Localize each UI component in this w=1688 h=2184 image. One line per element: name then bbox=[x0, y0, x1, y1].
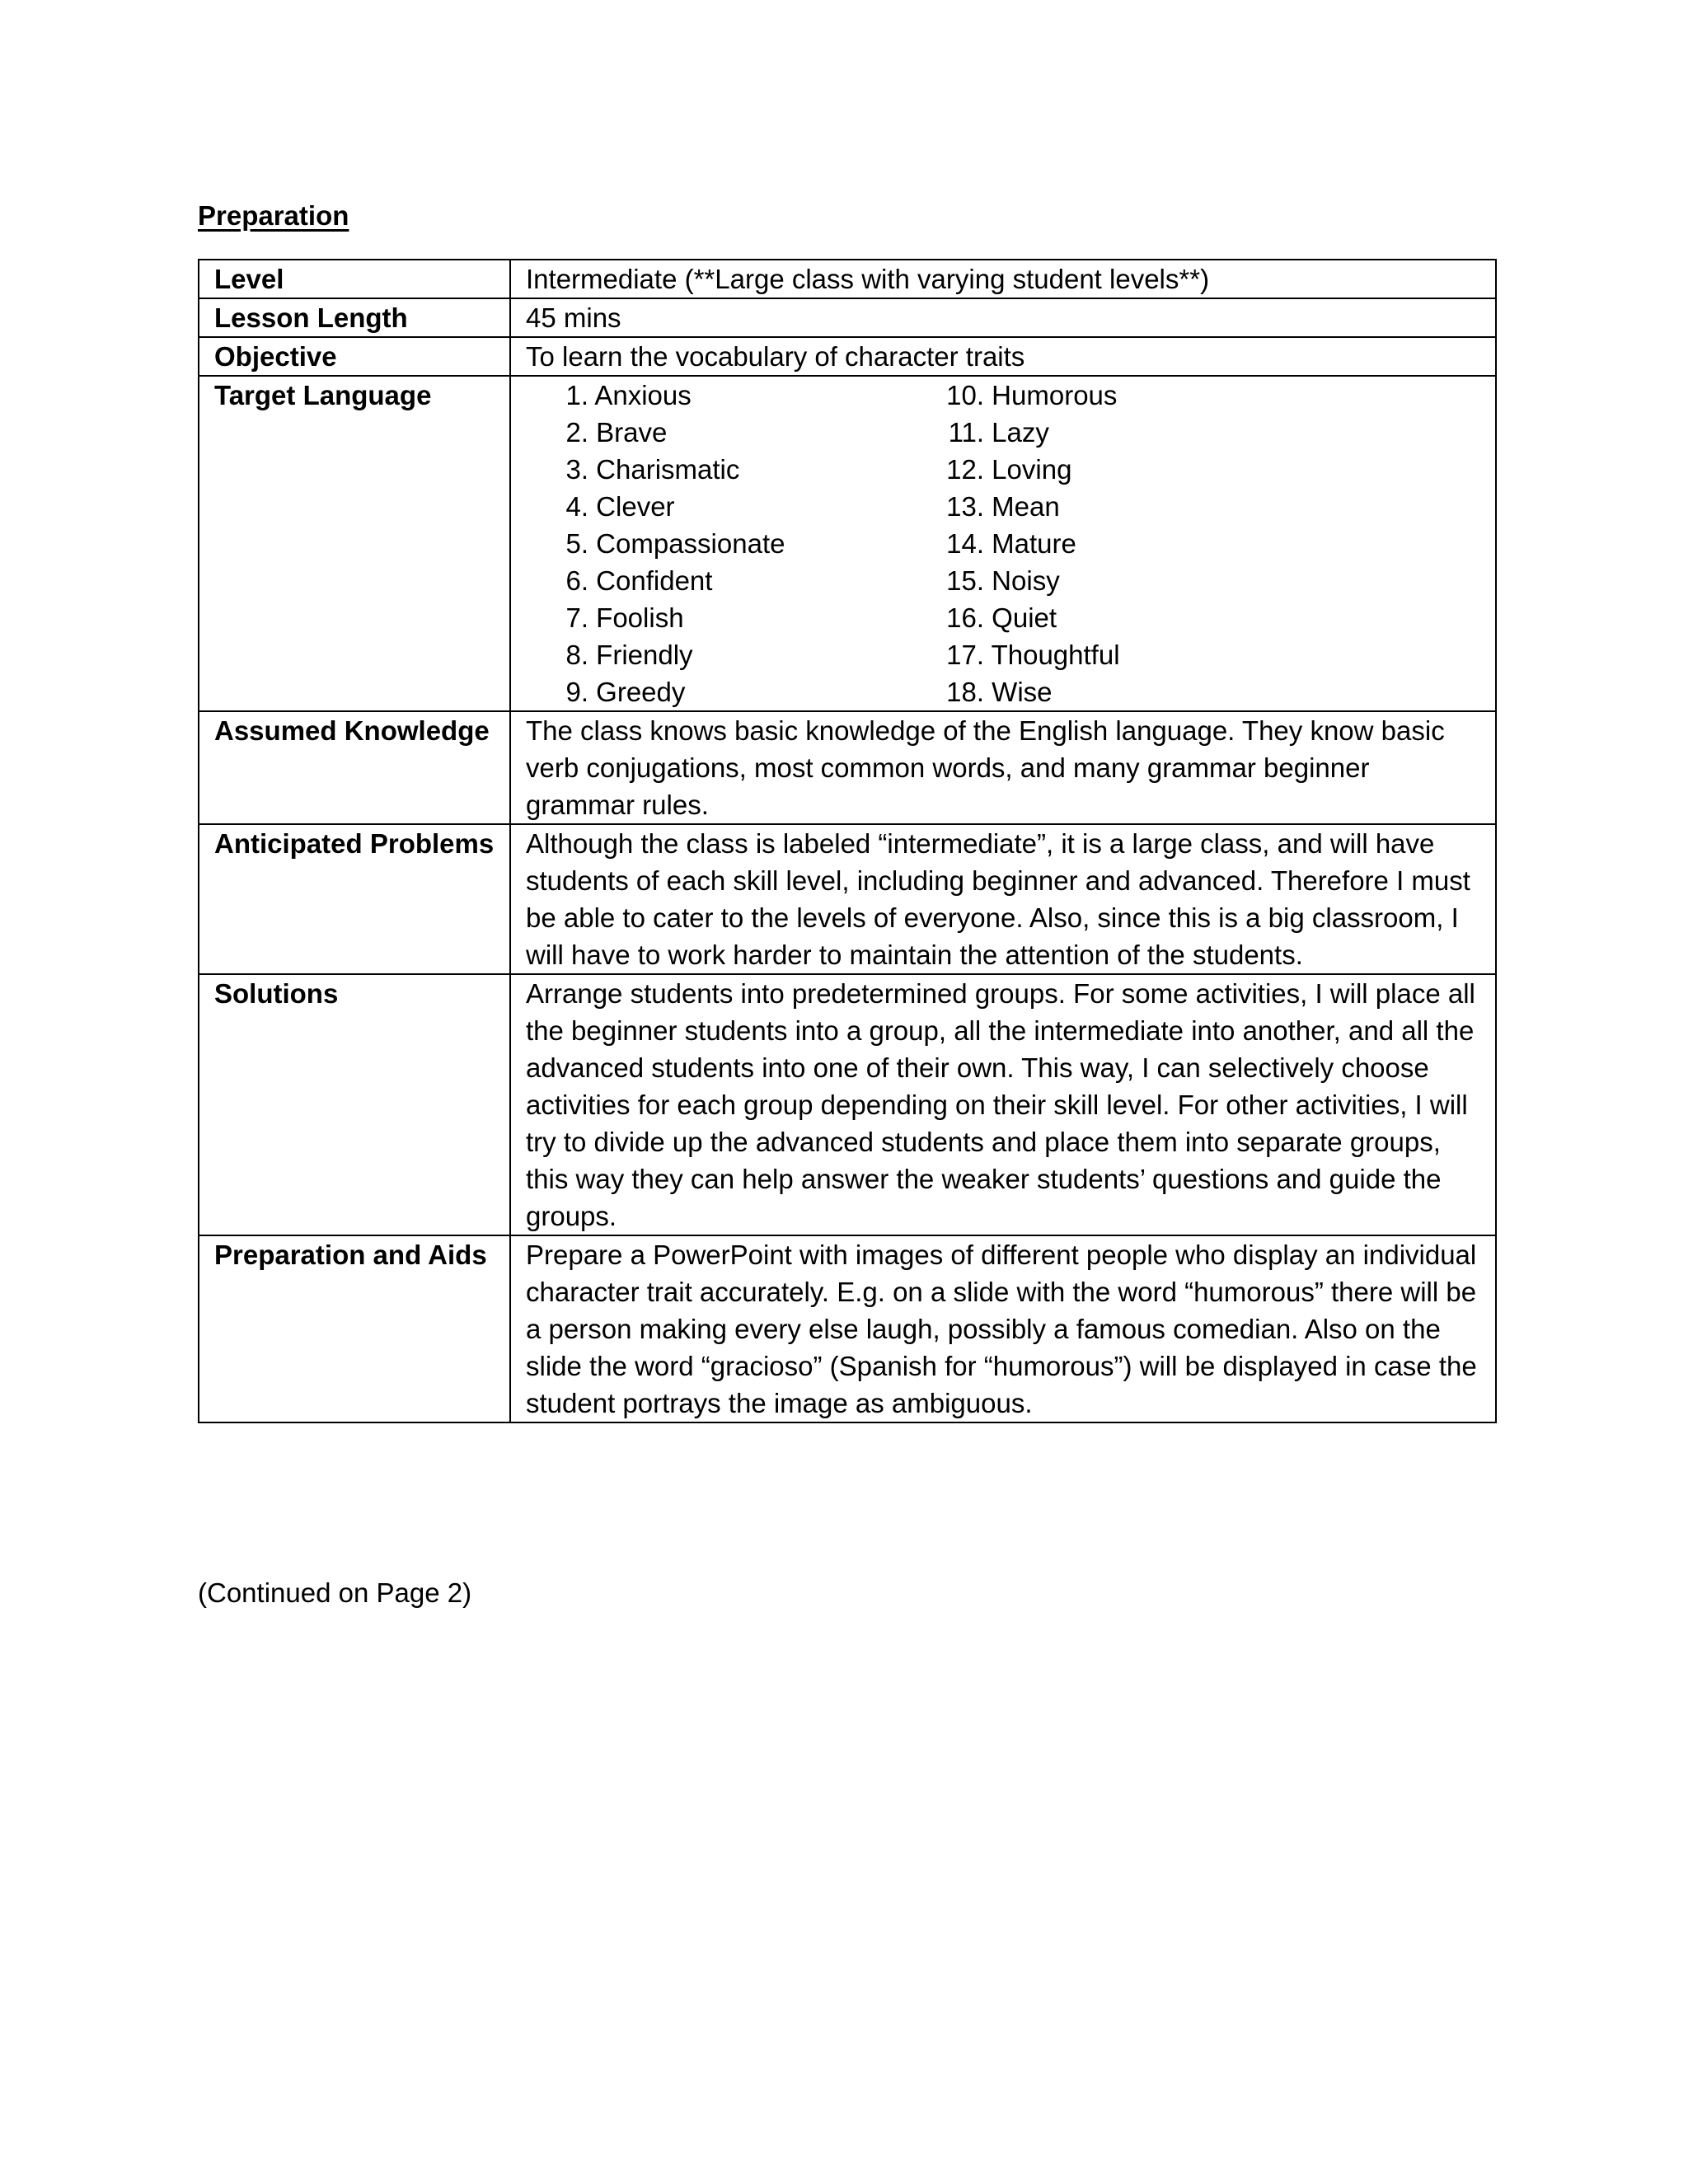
list-item: 13. Mean bbox=[946, 491, 1060, 522]
row-label-anticipated-problems: Anticipated Problems bbox=[199, 824, 510, 974]
list-item: 12. Loving bbox=[946, 454, 1072, 485]
row-label-target-language: Target Language bbox=[199, 376, 510, 711]
table-row bbox=[199, 824, 1496, 974]
table-row bbox=[199, 260, 1496, 298]
list-item: 9. Greedy bbox=[565, 677, 686, 707]
list-item: 7. Foolish bbox=[565, 602, 684, 633]
table-row bbox=[199, 1235, 1496, 1422]
vocab-list-left bbox=[560, 377, 941, 710]
vocab-list-right bbox=[941, 377, 1120, 710]
row-label-solutions: Solutions bbox=[199, 974, 510, 1235]
list-item: 5. Compassionate bbox=[565, 528, 785, 559]
table-row bbox=[199, 711, 1496, 824]
list-item: 10. Humorous bbox=[946, 380, 1118, 410]
list-item: 17. Thoughtful bbox=[946, 640, 1120, 670]
continued-note: (Continued on Page 2) bbox=[198, 1577, 472, 1608]
row-value-assumed-knowledge: The class knows basic knowledge of the English language. They know basic verb conjugations, most common words, and many grammar beginner grammar rules. bbox=[510, 711, 1496, 824]
row-value-target-language bbox=[510, 376, 1496, 711]
row-value-lesson-length: 45 mins bbox=[510, 298, 1496, 337]
table-row bbox=[199, 337, 1496, 376]
row-value-preparation-aids: Prepare a PowerPoint with images of different people who display an individual character trait accurately. E.g. on a slide with the word “humorous” there will be a person making every else laugh, possibly a famous comedian. Also on the slide the word “gracioso” (Spanish for “humorous”) will be displayed in case the student portrays the image as ambiguous. bbox=[510, 1235, 1496, 1422]
row-value-level: Intermediate (**Large class with varying student levels**) bbox=[510, 260, 1496, 298]
list-item: 16. Quiet bbox=[946, 602, 1057, 633]
list-item: 3. Charismatic bbox=[565, 454, 740, 485]
table-row bbox=[199, 974, 1496, 1235]
list-item: 4. Clever bbox=[565, 491, 675, 522]
row-value-objective: To learn the vocabulary of character traits bbox=[510, 337, 1496, 376]
preparation-table bbox=[198, 259, 1497, 1423]
list-item: 8. Friendly bbox=[565, 640, 693, 670]
list-item: 6. Confident bbox=[565, 565, 713, 596]
row-label-assumed-knowledge: Assumed Knowledge bbox=[199, 711, 510, 824]
list-item: 14. Mature bbox=[946, 528, 1076, 559]
row-value-solutions: Arrange students into predetermined groups. For some activities, I will place all the beginner students into a group, all the intermediate into another, and all the advanced students into one of their own. This way, I can selectively choose activities for each group depending on their skill level. For other activities, I will try to divide up the advanced students and place them into separate groups, this way they can help answer the weaker students’ questions and guide the groups. bbox=[510, 974, 1496, 1235]
table-row bbox=[199, 298, 1496, 337]
list-item: 15. Noisy bbox=[946, 565, 1060, 596]
vocab-lists bbox=[526, 377, 1480, 710]
row-label-level: Level bbox=[199, 260, 510, 298]
section-heading: Preparation bbox=[198, 200, 349, 231]
list-item: 11. Lazy bbox=[948, 417, 1049, 448]
row-label-objective: Objective bbox=[199, 337, 510, 376]
list-item: 18. Wise bbox=[946, 677, 1053, 707]
row-label-preparation-aids: Preparation and Aids bbox=[199, 1235, 510, 1422]
row-label-lesson-length: Lesson Length bbox=[199, 298, 510, 337]
list-item: 2. Brave bbox=[565, 417, 668, 448]
table-row bbox=[199, 376, 1496, 711]
row-value-anticipated-problems: Although the class is labeled “intermediate”, it is a large class, and will have students of each skill level, including beginner and advanced. Therefore I must be able to cater to the levels of everyone. Also, since this is a big classroom, I will have to work harder to maintain the attention of the students. bbox=[510, 824, 1496, 974]
list-item: 1. Anxious bbox=[565, 380, 692, 410]
